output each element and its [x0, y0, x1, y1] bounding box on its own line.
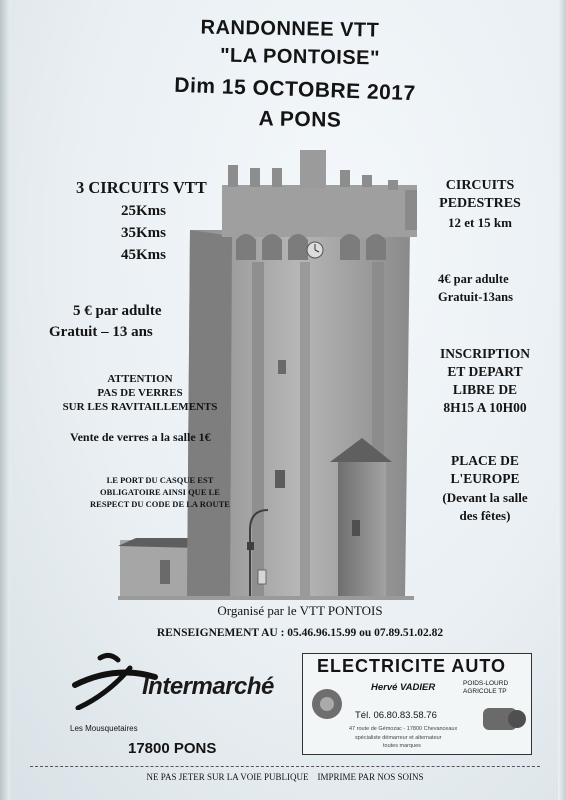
- alternator-image: [307, 684, 349, 724]
- pedestres-price: 4€ par adulte: [438, 272, 509, 286]
- helmet-line-3: RESPECT DU CODE DE LA ROUTE: [90, 499, 230, 509]
- inscription-line-3: LIBRE DE: [452, 382, 518, 397]
- attention-line-1: ATTENTION: [107, 373, 173, 385]
- vtt-free: Gratuit – 13 ans: [49, 324, 153, 340]
- electricite-owner: Hervé VADIER: [371, 682, 436, 693]
- footer-notice: NE PAS JETER SUR LA VOIE PUBLIQUE IMPRIME PAR NOS SOINS: [146, 772, 424, 782]
- event-subtitle: "LA PONTOISE": [219, 44, 381, 70]
- electricite-auto-ad: [302, 653, 532, 755]
- helmet-line-2: OBLIGATOIRE AINSI QUE LE: [100, 487, 220, 497]
- glass-sale: Vente de verres a la salle 1€: [70, 430, 211, 444]
- contact-phones: RENSEIGNEMENT AU : 05.46.96.15.99 ou 07.89.51.02.82: [156, 627, 444, 639]
- electricite-tag-1: POIDS-LOURD: [463, 680, 509, 687]
- inscription-line-2: ET DEPART: [447, 364, 523, 379]
- location-line-4: des fêtes): [459, 508, 511, 523]
- pedestres-free: Gratuit-13ans: [438, 290, 513, 304]
- footer-divider: [30, 766, 540, 767]
- electricite-phone: Tél. 06.80.83.58.76: [355, 710, 437, 721]
- organiser: Organisé par le VTT PONTOIS: [217, 603, 383, 618]
- event-date: Dim 15 OCTOBRE 2017: [174, 73, 417, 106]
- pedestres-line-1: CIRCUITS: [445, 178, 515, 193]
- event-place: A PONS: [258, 107, 342, 132]
- electricite-auto-title: ELECTRICITE AUTO: [317, 656, 507, 676]
- pedestres-distances: 12 et 15 km: [448, 215, 512, 230]
- attention-line-3: SUR LES RAVITAILLEMENTS: [62, 401, 218, 413]
- vtt-distance-45: 45Kms: [121, 247, 166, 263]
- inscription-hours: 8H15 A 10H00: [443, 400, 527, 415]
- attention-line-2: PAS DE VERRES: [97, 387, 183, 399]
- pedestres-line-2: PEDESTRES: [439, 196, 521, 211]
- electricite-desc-2: toutes marques: [383, 743, 421, 749]
- vtt-heading: 3 CIRCUITS VTT: [76, 178, 207, 197]
- electricite-desc-1: spécialiste démarreur et alternateur: [355, 735, 442, 741]
- location-line-1: PLACE DE: [451, 453, 519, 468]
- vtt-price: 5 € par adulte: [73, 303, 162, 319]
- mousquetaires-label: Les Mousquetaires: [70, 724, 138, 733]
- vtt-distance-25: 25Kms: [121, 203, 166, 219]
- electricite-tag-2: AGRICOLE TP: [463, 688, 507, 695]
- event-title: RANDONNEE VTT: [200, 16, 380, 42]
- location-line-3: (Devant la salle: [442, 490, 528, 505]
- intermarche-city: 17800 PONS: [128, 740, 217, 757]
- inscription-line-1: INSCRIPTION: [439, 346, 531, 361]
- vtt-distance-35: 35Kms: [121, 225, 166, 241]
- electricite-address: 47 route de Gémozac - 17800 Chevanceaux: [349, 726, 458, 732]
- location-line-2: L'EUROPE: [450, 471, 520, 486]
- helmet-line-1: LE PORT DU CASQUE EST: [106, 475, 214, 485]
- intermarche-logo: Intermarché: [142, 673, 274, 700]
- starter-image: [479, 698, 527, 738]
